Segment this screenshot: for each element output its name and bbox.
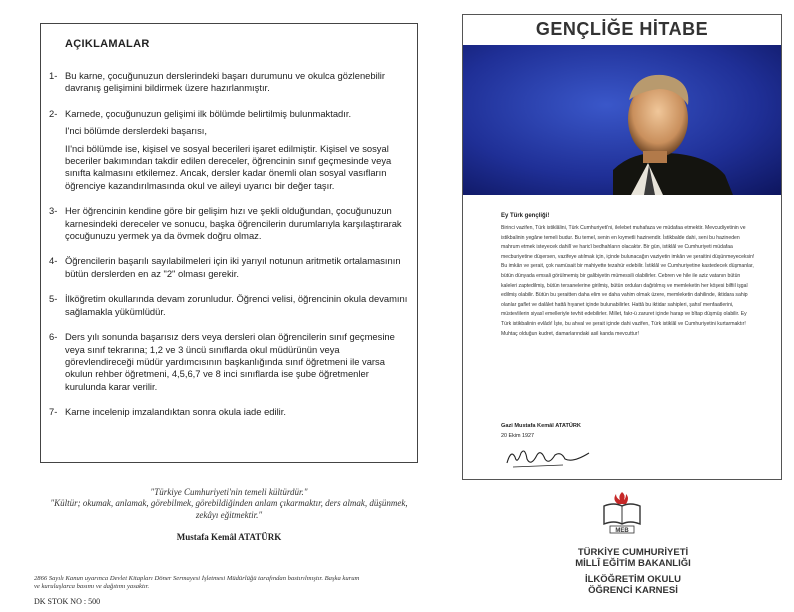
address-date: 20 Ekim 1927 bbox=[501, 433, 534, 439]
address-text: Birinci vazifen, Türk istiklâlini, Türk Cumhuriyeti'ni, ilelebet muhafaza ve müdafaa etmektir. Mevcudiyetinin ve istikbalinin yegâne temeli budur. Bu temel, senin en kıymetli hazinendir. İstikbalde dahi, seni bu hazineden mahrum etmek isteyecek dahilî ve haricî bedhahların olacaktır. Bir gün, istiklâl ve Cumhuriyeti müdafaa mecburiyetine düşersen, vazifeye atılmak için, içinde bulunacağın vaziyetin imkân ve şeraitini düşünmeyeceksin! Bu imkân ve şerait, çok namüsait bir mahiyette tezahür edebilir. İstiklâl ve Cumhuriyetine kastedecek düşmanlar, bütün dünyada emsali görülmemiş bir galibiyetin mümessili olabilirler. Cebren ve hile ile aziz vatanın bütün kaleleri zaptedilmiş, bütün tersanelerine girilmiş, bütün orduları dağıtılmış ve memleketin her köşesi bilfiil işgal edilmiş olabilir. Bütün bu şeraitten daha elim ve daha vahim olmak üzere, memleketin dahilinde, iktidara sahip olanlar gaflet ve dalâlet hattâ hıyanet içinde bulunabilirler. Hattâ bu iktidar sahipleri, şahsî menfaatlerini, müstevlilerin siyasî emelleriyle tevhit edebilirler. Millet, fakr-ü zaruret içinde harap ve bîtap düşmüş olabilir. Ey Türk istikbalinin evlâdı! İşte, bu ahval ve şerait içinde dahi vazifen, Türk istiklâl ve Cumhuriyetini kurtarmaktır! Muhtaç olduğun kudret, damarlarındaki asil kanda mevcuttur! bbox=[501, 225, 755, 337]
list-item bbox=[49, 406, 411, 423]
report-card-title: ÖĞRENCİ KARNESİ bbox=[588, 585, 678, 596]
meb-logo bbox=[598, 488, 646, 534]
item-text: II'nci bölümde ise, kişisel ve sosyal becerileri işaret edilmiştir. Kişisel ve sosyal beceriler bakımından takdir edilen dereceler, öğrencinin sınıf geçmesinde veya sınıfta kalmasını etkilemez. Ancak, dersler kadar önemli olan sosyal vasıfların öğrenciye kazandırılmasında okul ve aileyi uyarıcı bir değer taşır. bbox=[65, 142, 392, 191]
explanations-box bbox=[40, 23, 418, 463]
list-item bbox=[49, 205, 411, 247]
address-heading: Ey Türk gençliği! bbox=[501, 213, 550, 219]
school-line: İLKÖĞRETİM OKULU bbox=[584, 574, 682, 585]
item-text: Ders yılı sonunda başarısız ders veya dersleri olan öğrencilerin sınıf geçmesine veya sınıf tekrarına; 1,2 ve 3 üncü sınıflarda okul müdürünün veya görevlendireceği müdür yardımcısının başkanlığında sınıf öğretmeni ile varsa okulun rehber öğretmeni, 4,5,6,7 ve 8 inci sınıflarda ise şube öğretmenler kurulunda karar verilir. bbox=[65, 331, 395, 392]
item-text: I'nci bölümde derslerdeki başarısı, bbox=[65, 125, 207, 137]
list-item bbox=[49, 108, 411, 197]
list-item bbox=[49, 331, 411, 398]
quote-line: "Türkiye Cumhuriyeti'nin temeli kültürdür." bbox=[150, 487, 308, 497]
page-title: GENÇLİĞE HİTABE bbox=[535, 19, 709, 39]
signature-image bbox=[503, 443, 593, 471]
quote-author: Mustafa Kemâl ATATÜRK bbox=[176, 532, 282, 542]
item-number: 4- bbox=[49, 255, 58, 267]
item-text: Karne incelenip imzalandıktan sonra okula iade edilir. bbox=[65, 406, 286, 418]
item-text: Öğrencilerin başarılı sayılabilmeleri için iki yarıyıl notunun aritmetik ortalamasının bütün derslerden en az "2" olması gerekir. bbox=[65, 255, 401, 279]
item-number: 1- bbox=[49, 70, 58, 81]
signatory-name: Gazi Mustafa Kemâl ATATÜRK bbox=[501, 423, 581, 429]
item-text: Bu karne, çocuğunuzun derslerindeki başarı durumunu ve okulca gözlenebilir davranış gelişimini bildirmek üzere hazırlanmıştır. bbox=[65, 70, 385, 94]
item-number: 5- bbox=[49, 293, 58, 305]
list-item bbox=[49, 293, 411, 323]
logo-label: MEB bbox=[615, 528, 629, 534]
item-text: Her öğrencinin kendine göre bir gelişim hızı ve şekli olduğundan, çocuğunuzun karnesindeki dereceler ve sonucu, başka öğrencilerin durumlarıyla karşılaştırarak çocuğunuzu yermek ya da övmek doğru olmaz. bbox=[65, 205, 402, 242]
ataturk-quote bbox=[40, 487, 418, 521]
list-item bbox=[49, 255, 411, 285]
item-number: 2- bbox=[49, 107, 58, 119]
item-number: 7- bbox=[49, 406, 58, 418]
explanations-list bbox=[49, 70, 411, 432]
print-notice: 2866 Sayılı Kanun uyarınca Devlet Kitapları Döner Sermayesi İşletmesi Müdürlüğü tarafından bastırılmıştır. Başka kurum ve kuruluşlarca basımı ve dağıtımı yasaktır. bbox=[34, 575, 360, 590]
list-item bbox=[49, 70, 411, 100]
item-text: Karnede, çocuğunuzun gelişimi ilk bölümde belirtilmiş bulunmaktadır. bbox=[65, 107, 352, 119]
item-text: İlköğretim okullarında devam zorunludur. Öğrenci velisi, öğrencinin okula devamını sağlamakla yükümlüdür. bbox=[65, 293, 408, 317]
stock-number: DK STOK NO : 500 bbox=[34, 597, 101, 606]
ministry-line-2: MİLLÎ EĞİTİM BAKANLIĞI bbox=[575, 558, 691, 569]
ministry-line-1: TÜRKİYE CUMHURİYETİ bbox=[577, 547, 689, 558]
portrait-image bbox=[463, 45, 781, 195]
quote-line: "Kültür; okumak, anlamak, görebilmek, görebildiğinden anlam çıkarmaktır, ders almak, düşünmek, zekâyı eğitmektir." bbox=[50, 498, 408, 520]
explanations-title: AÇIKLAMALAR bbox=[65, 38, 150, 50]
item-number: 3- bbox=[49, 205, 58, 217]
address-to-youth-box bbox=[462, 14, 782, 480]
item-number: 6- bbox=[49, 331, 58, 343]
